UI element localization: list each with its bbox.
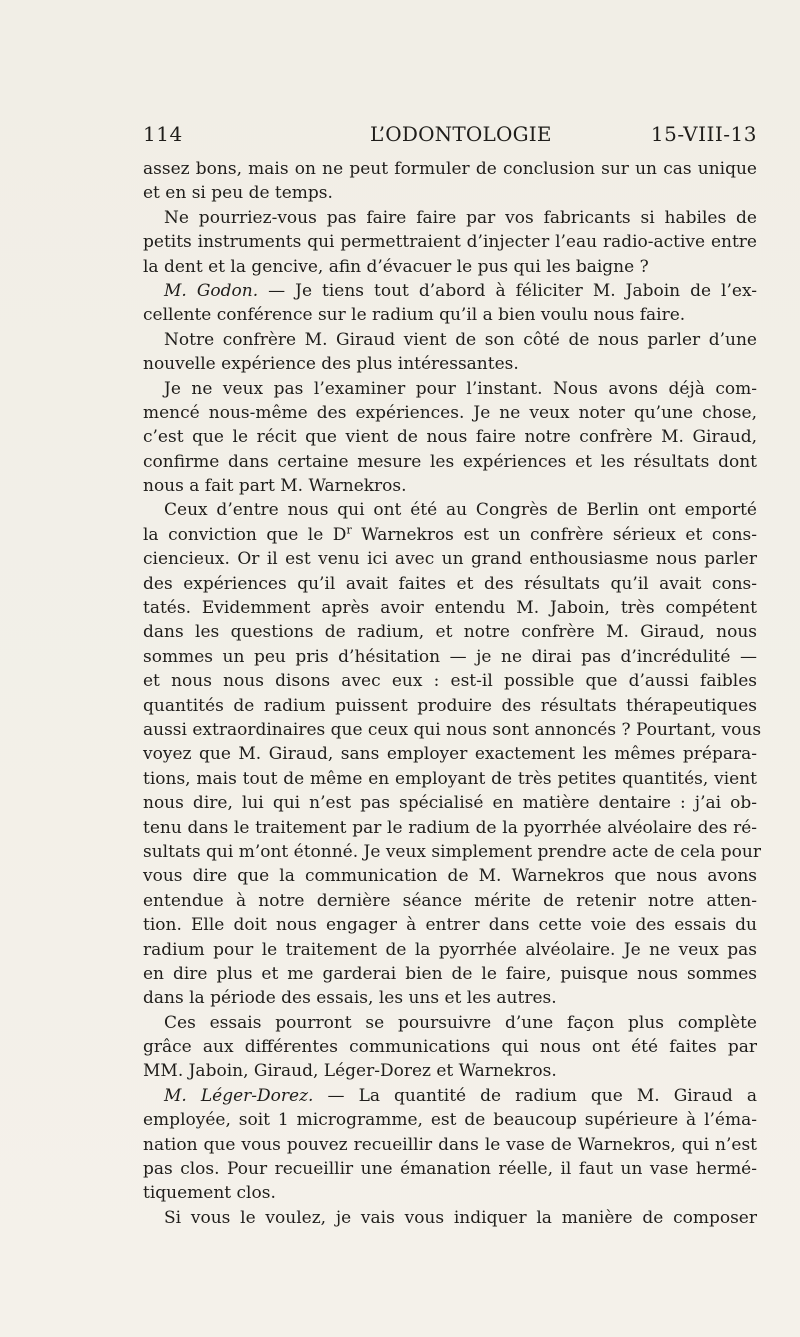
superscript: r (346, 523, 352, 537)
text-line: aussi extraordinaires que ceux qui nous sont annoncés ? Pourtant, vous (143, 719, 762, 740)
text-line: assez bons, mais on ne peut formuler de conclusion sur un cas unique (143, 159, 757, 179)
text-line: cellente conférence sur le radium qu’il a bien voulu nous faire. (143, 305, 686, 326)
text-line: et nous nous disons avec eux : est-il possible que d’aussi faibles (143, 671, 757, 692)
page-header (143, 122, 757, 152)
text-line: la dent et la gencive, afin d’évacuer le pus qui les baigne ? (143, 256, 649, 277)
speaker-name: M. Léger-Dorez. (164, 1085, 314, 1106)
text-line: employée, soit 1 microgramme, est de beaucoup supérieure à l’éma- (143, 1110, 757, 1131)
text-line: en dire plus et me garderai bien de le faire, puisque nous sommes (143, 963, 757, 984)
text-line: des expériences qu’il avait faites et des résultats qu’il avait cons- (143, 573, 757, 594)
text-line: Ceux d’entre nous qui ont été au Congrès de Berlin ont emporté (164, 500, 757, 521)
text-line (143, 1084, 757, 1108)
text-line: dans les questions de radium, et notre confrère M. Giraud, nous (143, 622, 757, 643)
text-line: Notre confrère M. Giraud vient de son côté de nous parler d’une (164, 329, 757, 350)
text-line: nouvelle expérience des plus intéressantes. (143, 354, 519, 375)
text-line: tion. Elle doit nous engager à entrer dans cette voie des essais du (143, 915, 757, 936)
text-line: grâce aux différentes communications qui nous ont été faites par (143, 1037, 757, 1058)
issue-date: 15-VIII-13 (650, 122, 757, 146)
text-line: nous a fait part M. Warnekros. (143, 476, 407, 497)
text-line: MM. Jaboin, Giraud, Léger-Dorez et Warnekros. (143, 1061, 557, 1082)
text-line: vous dire que la communication de M. Warnekros que nous avons (143, 866, 757, 887)
text-line: tenu dans le traitement par le radium de la pyorrhée alvéolaire des ré- (143, 817, 757, 838)
text-line: pas clos. Pour recueillir une émanation réelle, il faut un vase hermé- (143, 1159, 757, 1180)
speaker-name: M. Godon. (164, 280, 259, 301)
text-line: petits instruments qui permettraient d’injecter l’eau radio-active entre (143, 232, 757, 253)
speech-text: — La quantité de radium que M. Giraud a (313, 1085, 757, 1106)
journal-title: L’ODONTOLOGIE (370, 122, 552, 146)
text-line: Si vous le voulez, je vais vous indiquer la manière de composer (164, 1207, 757, 1228)
speech-text: — Je tiens tout d’abord à féliciter M. Jaboin de l’ex- (258, 280, 757, 301)
text-line: entendue à notre dernière séance mérite de retenir notre atten- (143, 890, 757, 911)
text-line: nous dire, lui qui n’est pas spécialisé en matière dentaire : j’ai ob- (143, 793, 757, 814)
text-line: tatés. Evidemment après avoir entendu M. Jaboin, très compétent (143, 598, 757, 619)
text-line: confirme dans certaine mesure les expériences et les résultats dont (143, 451, 757, 472)
page-number: 114 (143, 122, 183, 146)
text-line: voyez que M. Giraud, sans employer exactement les mêmes prépara- (143, 744, 757, 765)
text-line: quantités de radium puissent produire des résultats thérapeutiques (143, 695, 757, 716)
text-line: et en si peu de temps. (143, 183, 333, 204)
text-line: Je ne veux pas l’examiner pour l’instant. Nous avons déjà com- (164, 378, 757, 399)
text-segment: la conviction que le D (143, 524, 347, 545)
text-line: sommes un peu pris d’hésitation — je ne dirai pas d’incrédulité — (143, 646, 757, 667)
text-line (143, 279, 757, 303)
text-line: nation que vous pouvez recueillir dans le vase de Warnekros, qui n’est (143, 1134, 757, 1155)
text-segment: Warnekros est un confrère sérieux et cons- (351, 524, 757, 545)
text-line: Ces essais pourront se poursuivre d’une façon plus complète (164, 1012, 757, 1033)
text-line: Ne pourriez-vous pas faire faire par vos fabricants si habiles de (164, 207, 757, 228)
text-line: dans la période des essais, les uns et les autres. (143, 988, 557, 1009)
text-line: ciencieux. Or il est venu ici avec un grand enthousiasme nous parler (143, 549, 757, 570)
body-text (143, 157, 762, 1230)
text-line: tions, mais tout de même en employant de très petites quantités, vient (143, 768, 757, 789)
text-line: sultats qui m’ont étonné. Je veux simplement prendre acte de cela pour (143, 841, 761, 862)
text-line (143, 523, 757, 547)
text-line: mencé nous-même des expériences. Je ne veux noter qu’une chose, (143, 402, 757, 423)
text-line: tiquement clos. (143, 1183, 276, 1204)
text-line: radium pour le traitement de la pyorrhée alvéolaire. Je ne veux pas (143, 939, 757, 960)
text-line: c’est que le récit que vient de nous faire notre confrère M. Giraud, (143, 427, 757, 448)
